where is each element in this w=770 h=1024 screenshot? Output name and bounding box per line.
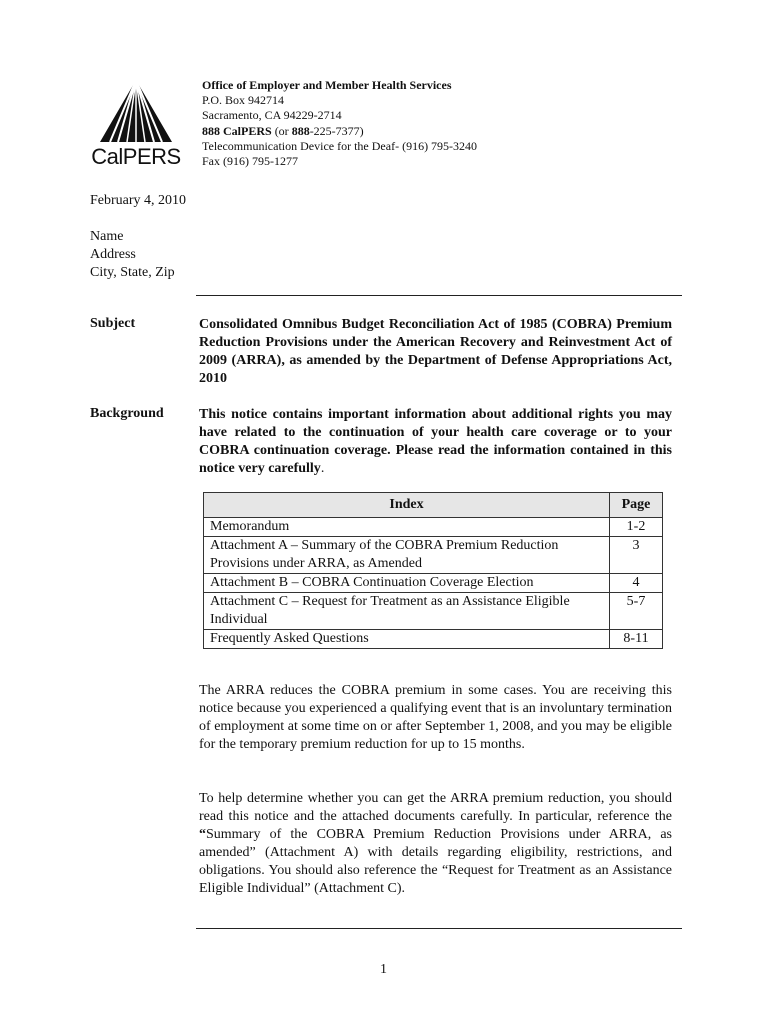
page-number: 1	[380, 962, 387, 977]
paragraph-reference	[199, 790, 672, 898]
subject-text: Consolidated Omnibus Budget Reconciliation Act of 1985 (COBRA) Premium Reduction Provisions under the American Recovery and Reinvestment Act of 2009 (ARRA), as amended by the Department of Defense Appropriations Act, 2010	[199, 317, 672, 386]
page-header: Page	[610, 493, 663, 518]
index-page: 1-2	[610, 518, 663, 537]
index-entry: Memorandum	[204, 518, 610, 537]
subject-label: Subject	[90, 316, 136, 331]
calpers-wordmark: CalPERS	[91, 144, 181, 169]
letter-date: February 4, 2010	[90, 193, 187, 208]
index-entry: Frequently Asked Questions	[204, 630, 610, 649]
background-text	[199, 406, 672, 478]
phone-open: (or	[271, 123, 292, 138]
index-page: 4	[610, 574, 663, 593]
header-divider	[196, 295, 682, 296]
background-period: .	[320, 461, 325, 476]
index-entry: Attachment B – COBRA Continuation Coverage Election	[204, 574, 610, 593]
office-address-block	[202, 78, 477, 169]
fax-line: Fax (916) 795-1277	[202, 154, 298, 169]
index-entry: Attachment C – Request for Treatment as an Assistance Eligible Individual	[204, 593, 610, 630]
calpers-triangle-icon	[96, 78, 176, 144]
index-table	[203, 492, 663, 649]
index-header: Index	[204, 493, 610, 518]
index-page: 3	[610, 537, 663, 574]
paragraph-reference-a: To help determine whether you can get the ARRA premium reduction, you should read this notice and the attached documents carefully. In particular, reference the	[199, 791, 672, 824]
recipient-name: Name	[90, 229, 124, 244]
phone-rest: -225-7377)	[309, 123, 364, 138]
table-row	[204, 630, 663, 649]
table-row	[204, 518, 663, 537]
table-row	[204, 574, 663, 593]
paragraph-arra: The ARRA reduces the COBRA premium in some cases. You are receiving this notice because you experienced a qualifying event that is an involuntary termination of employment at some time on or after September 1, 2008, and you may be eligible for the temporary premium reduction for up to 15 months.	[199, 683, 672, 752]
footer-divider	[196, 928, 682, 929]
recipient-address: Address	[90, 247, 136, 262]
tdd-line: Telecommunication Device for the Deaf- (916) 795-3240	[202, 138, 478, 153]
calpers-logo	[88, 78, 184, 178]
recipient-block	[90, 228, 175, 282]
table-row	[204, 537, 663, 574]
city-line: Sacramento, CA 94229-2714	[202, 108, 342, 123]
background-body: This notice contains important information about additional rights you may have related to the continuation of your health care coverage or to your COBRA continuation coverage. Please read the information contained in this notice very carefully	[199, 407, 672, 476]
background-label: Background	[90, 406, 164, 421]
paragraph-reference-b: Summary of the COBRA Premium Reduction Provisions under ARRA, as amended” (Attachment A) with details regarding eligibility, restrictions, and obligations. You should also reference the “Request for Treatment as an Assistance Eligible Individual” (Attachment C).	[199, 827, 672, 896]
index-entry: Attachment A – Summary of the COBRA Premium Reduction Provisions under ARRA, as Amended	[204, 537, 610, 574]
paragraph-reference-quote: “	[199, 827, 206, 842]
index-page: 8-11	[610, 630, 663, 649]
phone-bold: 888 CalPERS	[202, 123, 272, 138]
office-name: Office of Employer and Member Health Services	[202, 78, 452, 92]
phone-line	[202, 124, 477, 139]
phone-bold-alt: 888	[291, 123, 310, 138]
recipient-city: City, State, Zip	[90, 265, 175, 280]
index-page: 5-7	[610, 593, 663, 630]
po-box: P.O. Box 942714	[202, 93, 285, 108]
table-row	[204, 593, 663, 630]
index-header-row	[204, 493, 663, 518]
